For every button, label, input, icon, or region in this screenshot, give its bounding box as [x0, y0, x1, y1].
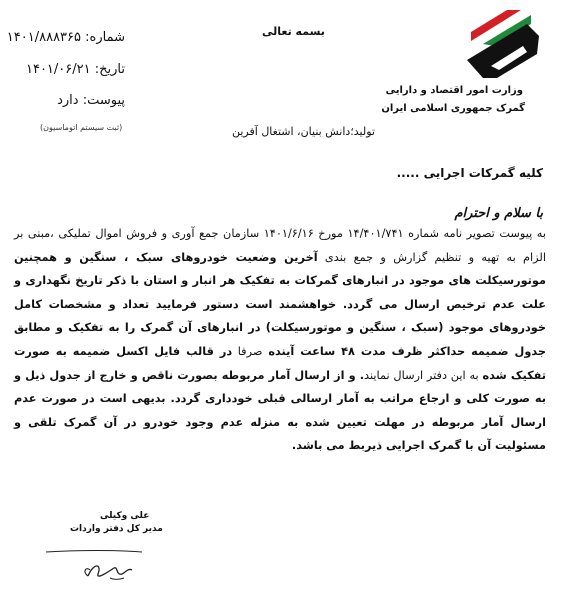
customs-logo-icon — [457, 8, 543, 80]
letter-attachment — [57, 93, 125, 108]
body-segment: آخرین وضعیت خودروهای سبک ، سنگین و همچنین موتورسیکلت های موجود در انبارهای گمرکات به تفکیک هر انبار و استان با ذکر تاریخ نگهداری و علت عدم ترخیص ارسال می گردد. خواهشمند است دستور فرمایید تعداد و مشخصات کامل خودروهای موجود (سبک ، سنگین و موتورسیکلت) در انبارهای آن گمرک را به تفکیک و مطابق جدول ضمیمه حداکثر ظرف مدت ۴۸ ساعت آینده — [14, 250, 547, 358]
letter-attachment-value: دارد — [57, 93, 79, 108]
greeting: با سلام و احترام — [454, 206, 543, 221]
signer-name: علی وکیلی — [100, 511, 150, 521]
letter-number-value: ۱۴۰۱/۸۸۸۳۶۵ — [6, 30, 82, 45]
body-segment: به پیوست تصویر نامه شماره ۱۴/۴۰۱/۷۴۱ مورخ ۱۴۰۱/۶/۱۶ سازمان جمع آوری و فروش اموال تملیکی ،مبنی بر الزام به تهیه و تنظیم گزارش و جمع بندی — [14, 227, 547, 264]
org-ministry: وزارت امور اقتصاد و دارایی — [385, 85, 523, 96]
year-slogan: تولید؛دانش بنیان، اشتغال آفرین — [232, 125, 375, 138]
org-customs: گمرک جمهوری اسلامی ایران — [381, 103, 525, 114]
basmala: بسمه تعالی — [262, 25, 325, 38]
letter-number — [7, 30, 125, 45]
body-segment: . و از ارسال آمار مربوطه بصورت ناقص و خارج از جدول ذیل و به صورت کلی و ارجاع مراتب به آمار ارسالی قبلی خودداری گردد. بدیهی است در صورت عدم ارسال آمار مربوطه در مهلت تعیین شده به منزله عدم وجود خودرو در آن گمرک تلقی و مسئولیت آن با گمرک اجرایی ذیربط می باشد. — [14, 368, 546, 453]
body-segment: صرفا — [232, 344, 263, 358]
body-segment: به این دفتر ارسال نمایند — [364, 368, 483, 382]
body-segment: در قالب فایل اکسل ضمیمه به صورت تفکیک شده — [14, 344, 547, 382]
letter-attachment-label: پیوست: — [82, 93, 125, 108]
letter-number-label: شماره: — [85, 30, 125, 45]
handwritten-signature-icon — [38, 532, 148, 586]
letter-date — [26, 62, 125, 77]
recipient: کلیه گمرکات اجرایی ..... — [396, 166, 543, 180]
signer-title: مدیر کل دفتر واردات — [70, 524, 163, 534]
system-note: (ثبت سیستم اتوماسیون) — [40, 123, 123, 132]
letter-date-label: تاریخ: — [94, 62, 125, 77]
letter-body — [14, 222, 546, 458]
letter-date-value: ۱۴۰۱/۰۶/۲۱ — [25, 62, 91, 77]
